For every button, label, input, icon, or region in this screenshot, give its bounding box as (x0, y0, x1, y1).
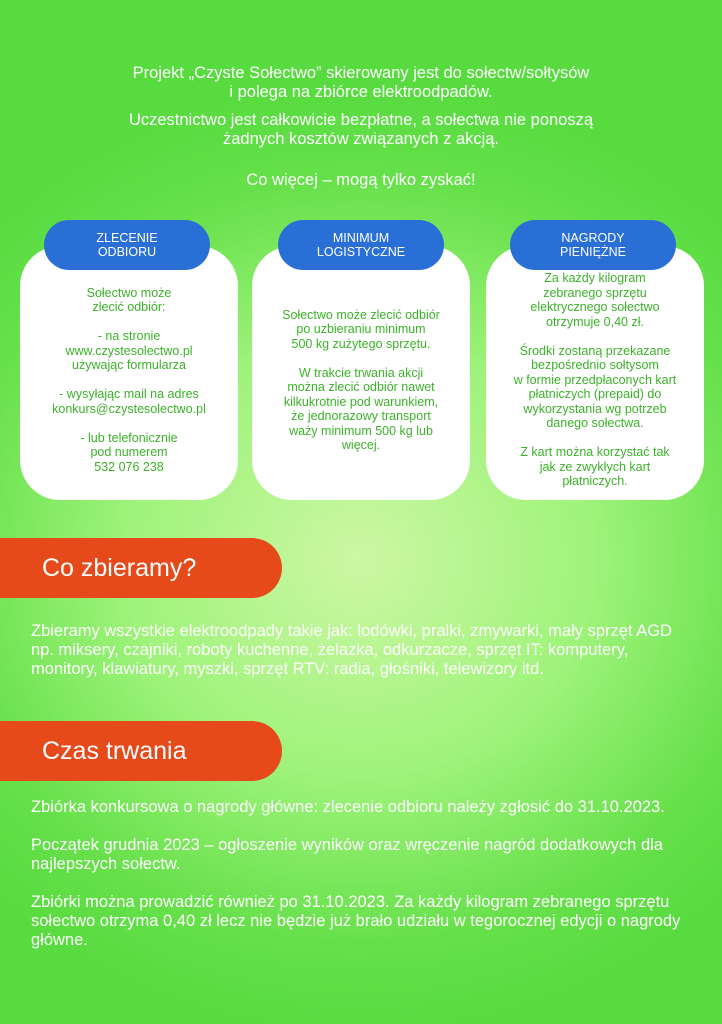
intro-text-2 (0, 111, 722, 149)
collect-paragraph: Zbieramy wszystkie elektroodpady takie jak: lodówki, pralki, zmywarki, mały sprzęt AGD np. miksery, czajniki, roboty kuchenne, żelazka, odkurzacze, sprzęt IT: komputery, monitory, klawiatury, myszki, sprzęt RTV: radia, głośniki, telewizory itd. (31, 622, 672, 678)
card-order-pickup (20, 246, 238, 500)
section-text-collect (31, 622, 699, 698)
duration-paragraph-3: Zbiórki można prowadzić również po 31.10.2023. Za każdy kilogram zebranego sprzętu sołectwo otrzyma 0,40 zł lecz nie będzie już brało udziału w tegorocznej edycji o nagrody główne. (31, 893, 681, 949)
intro-line-5: Co więcej – mogą tylko zyskać! (246, 171, 476, 189)
section-heading-duration: Czas trwania (0, 721, 282, 781)
pill-order-pickup: ZLECENIE ODBIORU (44, 220, 210, 270)
intro-line-1: Projekt „Czyste Sołectwo” skierowany jest do sołectw/sołtysów (132, 64, 590, 82)
intro-line-2: i polega na zbiórce elektroodpadów. (229, 83, 493, 101)
pill-logistics-minimum: MINIMUM LOGISTYCZNE (278, 220, 444, 270)
duration-paragraph-1: Zbiórka konkursowa o nagrody główne: zlecenie odbioru należy zgłosić do 31.10.2023. (31, 798, 665, 816)
pill-cash-rewards: NAGRODY PIENIĘŻNE (510, 220, 676, 270)
card-order-pickup-body: Sołectwo może zlecić odbiór: - na stronie www.czystesolectwo.pl używając formularza - wysyłając mail na adres konkurs@czystesolectwo.pl - lub telefonicznie pod numerem 532 076 238 (52, 285, 206, 474)
section-text-duration (31, 798, 699, 969)
intro-tagline (0, 171, 722, 190)
intro-line-3: Uczestnictwo jest całkowicie bezpłatne, a sołectwa nie ponoszą (128, 111, 594, 129)
intro-text (0, 64, 722, 102)
intro-line-4: żadnych kosztów związanych z akcją. (222, 130, 500, 148)
card-cash-rewards (486, 246, 704, 500)
duration-paragraph-2: Początek grudnia 2023 – ogłoszenie wyników oraz wręczenie nagród dodatkowych dla najlepszych sołectw. (31, 836, 663, 873)
card-cash-rewards-body: Za każdy kilogram zebranego sprzętu elektrycznego sołectwo otrzymuje 0,40 zł. Środki zostaną przekazane bezpośrednio sołtysom w formie przedpłaconych kart płatniczych (prepaid) do wykorzystania wg potrzeb danego sołectwa. Z kart można korzystać tak jak ze zwykłych kart płatniczych. (513, 271, 677, 489)
card-logistics-minimum-body: Sołectwo może zlecić odbiór po uzbieraniu minimum 500 kg zużytego sprzętu. W trakcie trwania akcji można zlecić odbiór nawet kilkukrotnie pod warunkiem, że jednorazowy transport waży minimum 500 kg lub więcej. (282, 307, 440, 452)
section-heading-collect: Co zbieramy? (0, 538, 282, 598)
card-logistics-minimum (252, 246, 470, 500)
